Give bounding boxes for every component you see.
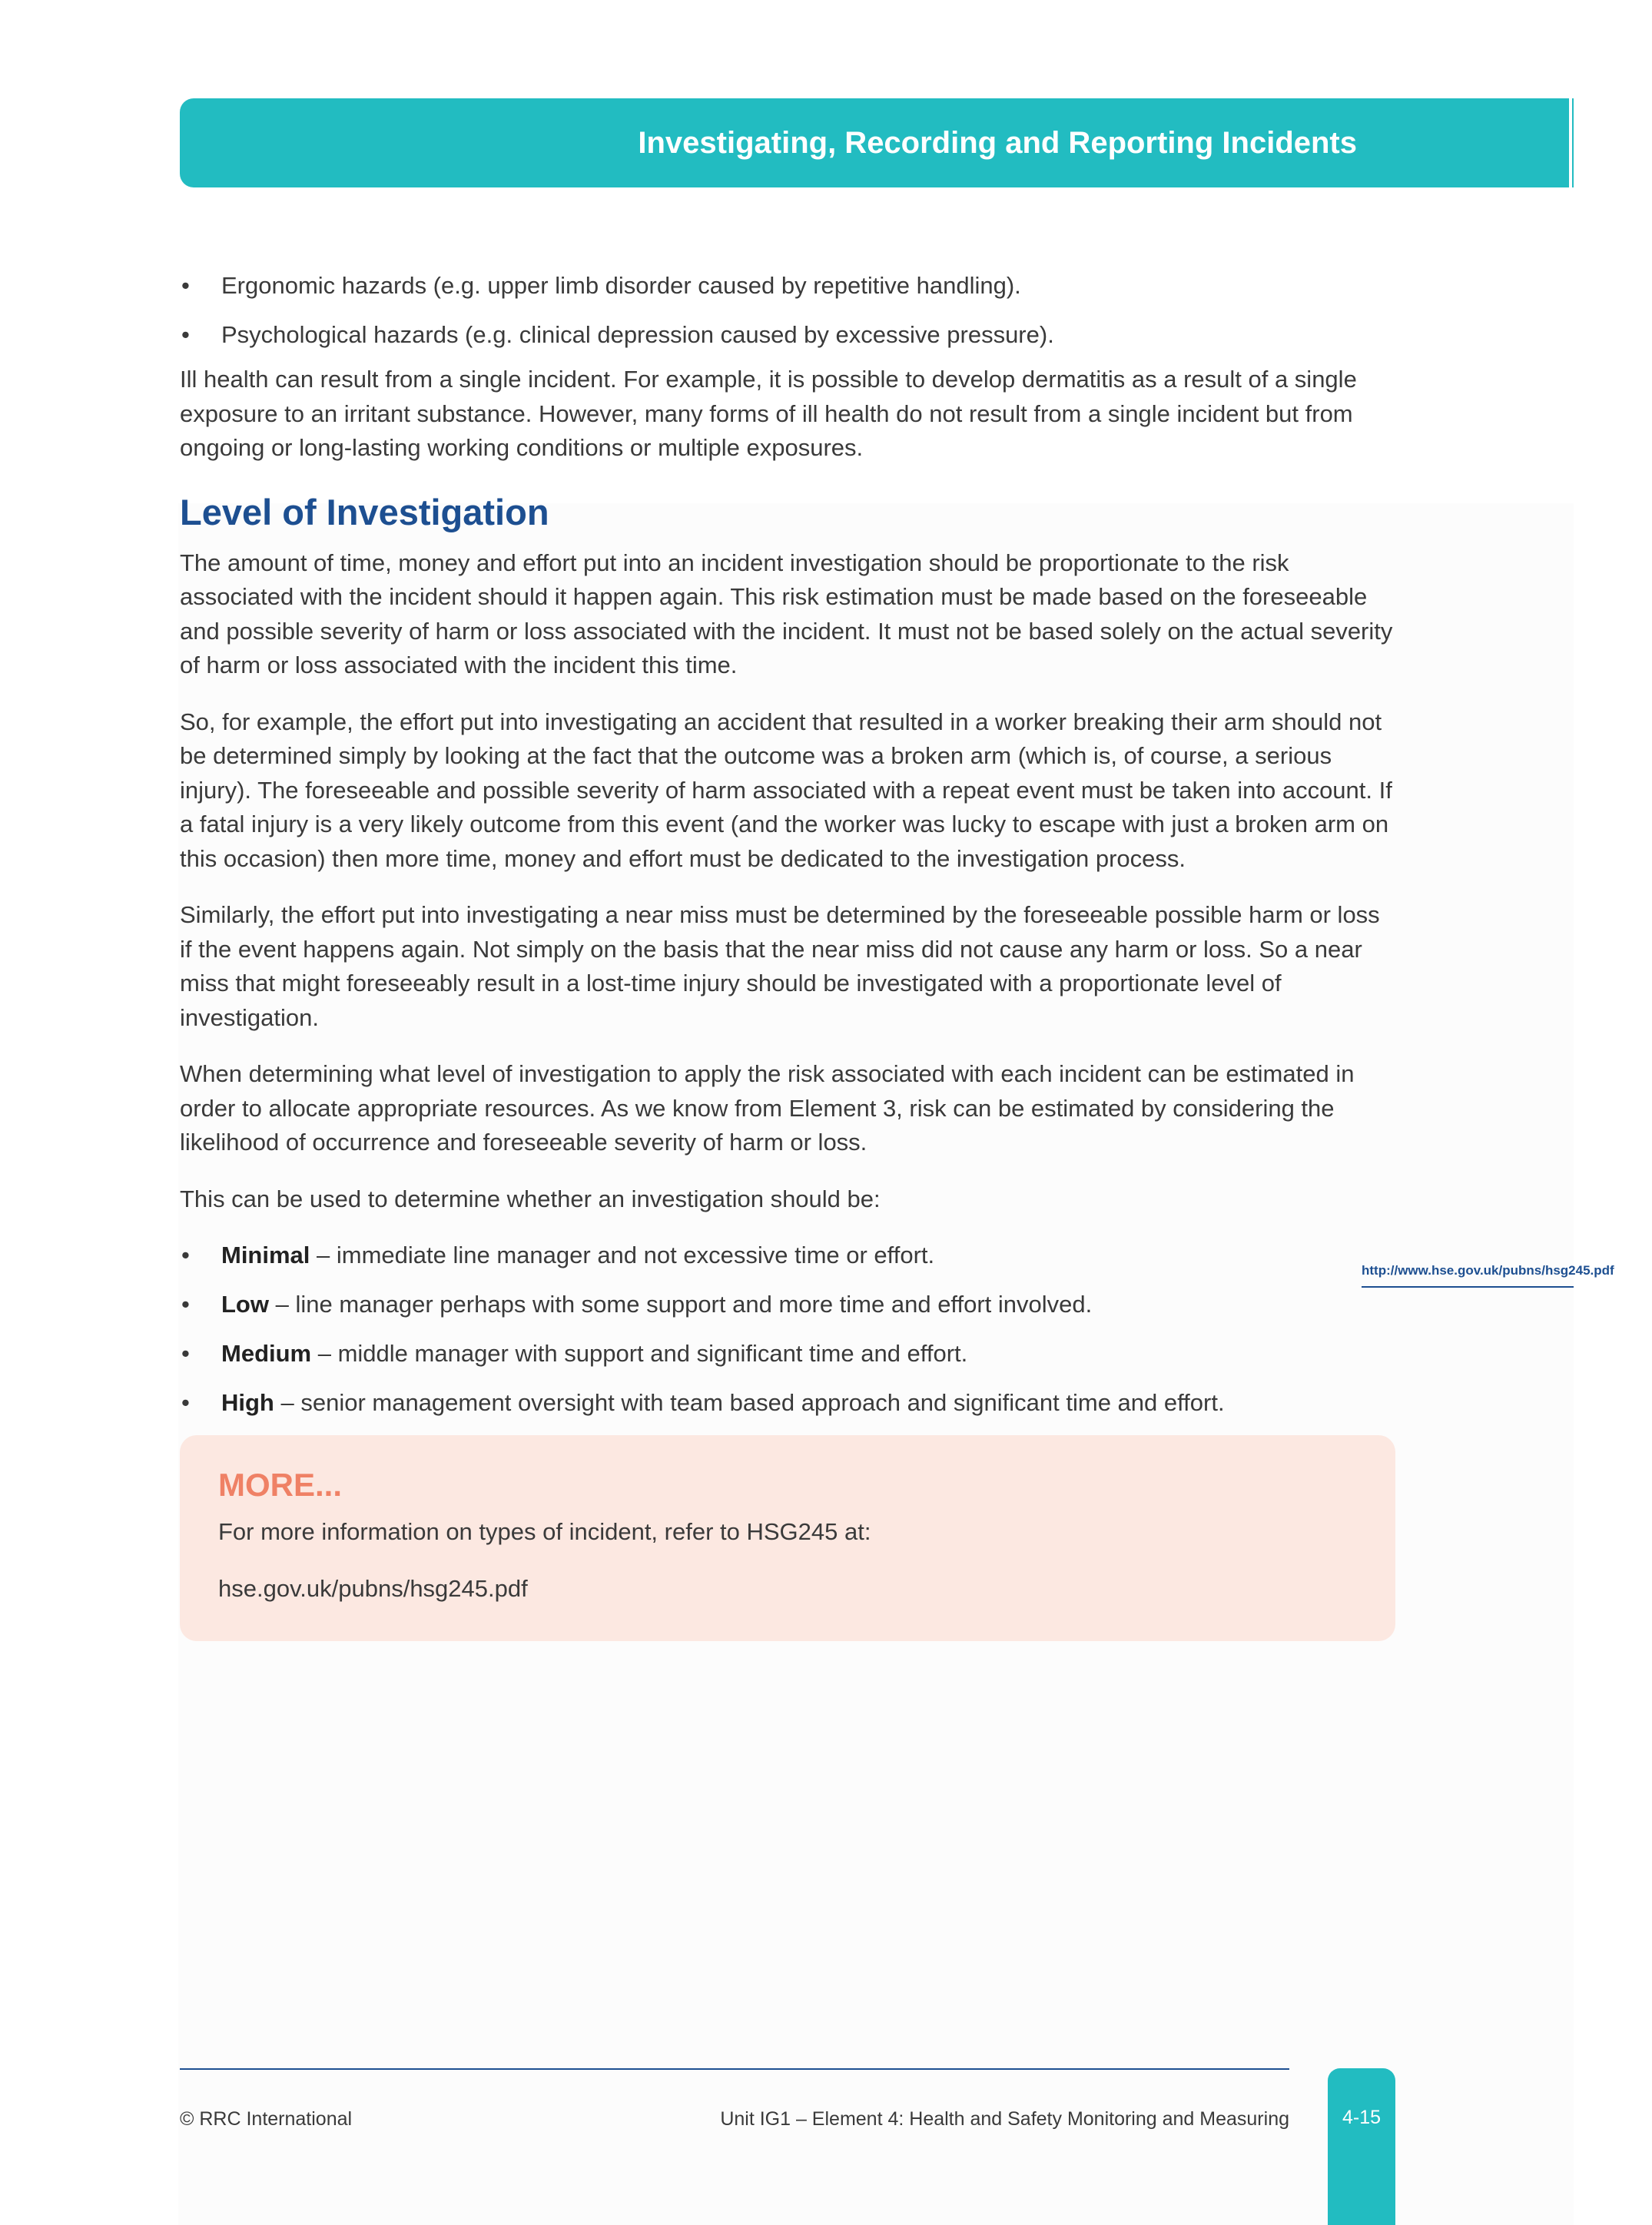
bullet-icon: • xyxy=(181,1389,190,1416)
more-title: MORE... xyxy=(218,1467,343,1503)
level-description: – immediate line manager and not excessive time or effort. xyxy=(310,1242,935,1268)
list-item xyxy=(180,1337,1395,1371)
level-term: Low xyxy=(221,1291,269,1318)
investigation-levels-list xyxy=(180,1239,1395,1420)
page-number: 4-15 xyxy=(1342,2107,1382,2128)
list-item: • Psychological hazards (e.g. clinical depression caused by excessive pressure). xyxy=(180,318,1395,352)
bullet-icon: • xyxy=(181,1340,190,1367)
list-item xyxy=(180,1386,1395,1420)
list-item xyxy=(180,1239,1395,1272)
paragraph: Similarly, the effort put into investigating a near miss must be determined by the foreseeable possible harm or loss if the event happens again. Not simply on the basis that the near miss did not cause any harm or loss. So a near miss that might foreseeably result in a lost-time injury should be investigated with a proportionate level of investigation. xyxy=(180,901,1380,1031)
page-tab xyxy=(1328,2068,1395,2225)
intro-bullet-list xyxy=(180,269,1395,352)
footer-divider xyxy=(180,2068,1289,2070)
list-item: • Ergonomic hazards (e.g. upper limb disorder caused by repetitive handling). xyxy=(180,269,1395,303)
intro-paragraph: Ill health can result from a single incident. For example, it is possible to develop dermatitis as a result of a single exposure to an irritant substance. However, many forms of ill health do not result from a single incident but from ongoing or long-lasting working conditions or multiple exposures. xyxy=(180,366,1357,461)
header-divider xyxy=(1569,98,1572,187)
paragraph: When determining what level of investigation to apply the risk associated with each incident can be estimated in order to allocate appropriate resources. As we know from Element 3, risk can be estimated by considering the likelihood of occurrence and foreseeable severity of harm or loss. xyxy=(180,1060,1355,1156)
level-description: – middle manager with support and significant time and effort. xyxy=(311,1340,968,1367)
paragraph: The amount of time, money and effort put into an incident investigation should be proportionate to the risk associated with the incident should it happen again. This risk estimation must be made based on the foreseeable and possible severity of harm or loss associated with the incident. It must not be based solely on the actual severity of harm or loss associated with the incident this time. xyxy=(180,549,1393,678)
section-heading: Level of Investigation xyxy=(180,491,549,532)
bullet-icon: • xyxy=(181,1291,190,1318)
paragraph: This can be used to determine whether an investigation should be: xyxy=(180,1185,881,1212)
more-text: For more information on types of incident, refer to HSG245 at: xyxy=(218,1518,871,1545)
list-item xyxy=(180,1288,1395,1321)
footer-unit: Unit IG1 – Element 4: Health and Safety Monitoring and Measuring xyxy=(720,2108,1289,2130)
more-info-box xyxy=(180,1435,1395,1641)
chapter-title: Investigating, Recording and Reporting Incidents xyxy=(638,126,1357,160)
level-term: Medium xyxy=(221,1340,312,1367)
chapter-header xyxy=(180,98,1652,187)
margin-link[interactable]: http://www.hse.gov.uk/pubns/hsg245.pdf xyxy=(1362,1263,1574,1288)
level-term: Minimal xyxy=(221,1242,310,1268)
bullet-icon: • xyxy=(181,1242,190,1268)
footer-copyright: © RRC International xyxy=(180,2108,353,2130)
main-content xyxy=(180,269,1395,1435)
level-description: – line manager perhaps with some support and more time and effort involved. xyxy=(269,1291,1093,1318)
paragraph: So, for example, the effort put into investigating an accident that resulted in a worker breaking their arm should not be determined simply by looking at the fact that the outcome was a broken arm (which is, of course, a serious injury). The foreseeable and possible severity of harm associated with a repeat event must be taken into account. If a fatal injury is a very likely outcome from this event (and the worker was lucky to escape with just a broken arm on this occasion) then more time, money and effort must be dedicated to the investigation process. xyxy=(180,708,1392,872)
level-description: – senior management oversight with team based approach and significant time and effort. xyxy=(274,1389,1225,1416)
bullet-icon: • xyxy=(181,321,190,348)
bullet-icon: • xyxy=(181,272,190,299)
section-number: 4.2 xyxy=(1592,118,1652,167)
more-link[interactable]: hse.gov.uk/pubns/hsg245.pdf xyxy=(218,1575,528,1602)
level-term: High xyxy=(221,1389,274,1416)
